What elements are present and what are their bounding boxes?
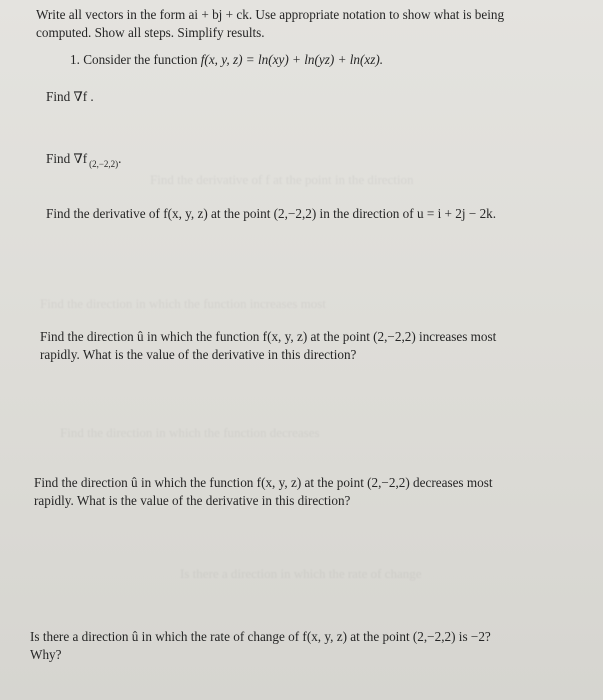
bleed-through-text: Find the direction in which the function decreases xyxy=(60,425,320,440)
question-decrease-line-2: rapidly. What is the value of the derivative in this direction? xyxy=(34,493,351,508)
bleed-through-text: Is there a direction in which the rate of change xyxy=(180,566,422,581)
question-rate-of-change-line-1: Is there a direction û in which the rate of change of f(x, y, z) at the point (2,−2,2) is −2? xyxy=(30,629,491,644)
bleed-through-text: Find the direction in which the function increases most xyxy=(40,296,326,311)
problem-heading xyxy=(70,51,383,69)
question-gradient-at-point xyxy=(46,150,121,173)
instructions-line-1: Write all vectors in the form ai + bj + ck. Use appropriate notation to show what is being xyxy=(36,7,505,22)
bleed-through-text: Find the derivative of f at the point in the direction xyxy=(150,172,414,187)
function-definition: f(x, y, z) = ln(xy) + ln(yz) + ln(xz). xyxy=(200,52,384,67)
problem-number: 1. xyxy=(70,52,80,67)
question-rate-of-change-line-2: Why? xyxy=(30,647,62,662)
question-increase-line-1: Find the direction û in which the function f(x, y, z) at the point (2,−2,2) increases most xyxy=(40,329,497,344)
gradient-label: Find ∇f xyxy=(46,151,88,166)
question-decrease-line-1: Find the direction û in which the function f(x, y, z) at the point (2,−2,2) decreases most xyxy=(34,475,493,490)
question-increase-line-2: rapidly. What is the value of the derivative in this direction? xyxy=(40,347,357,362)
gradient-suffix: . xyxy=(118,151,122,166)
question-gradient: Find ∇f . xyxy=(46,89,94,104)
instructions-line-2: computed. Show all steps. Simplify results. xyxy=(36,25,265,40)
gradient-point-subscript: (2,−2,2) xyxy=(89,159,119,169)
question-directional-derivative: Find the derivative of f(x, y, z) at the point (2,−2,2) in the direction of u = i + 2j − 2k. xyxy=(46,206,497,221)
problem-intro: Consider the function xyxy=(83,52,198,67)
